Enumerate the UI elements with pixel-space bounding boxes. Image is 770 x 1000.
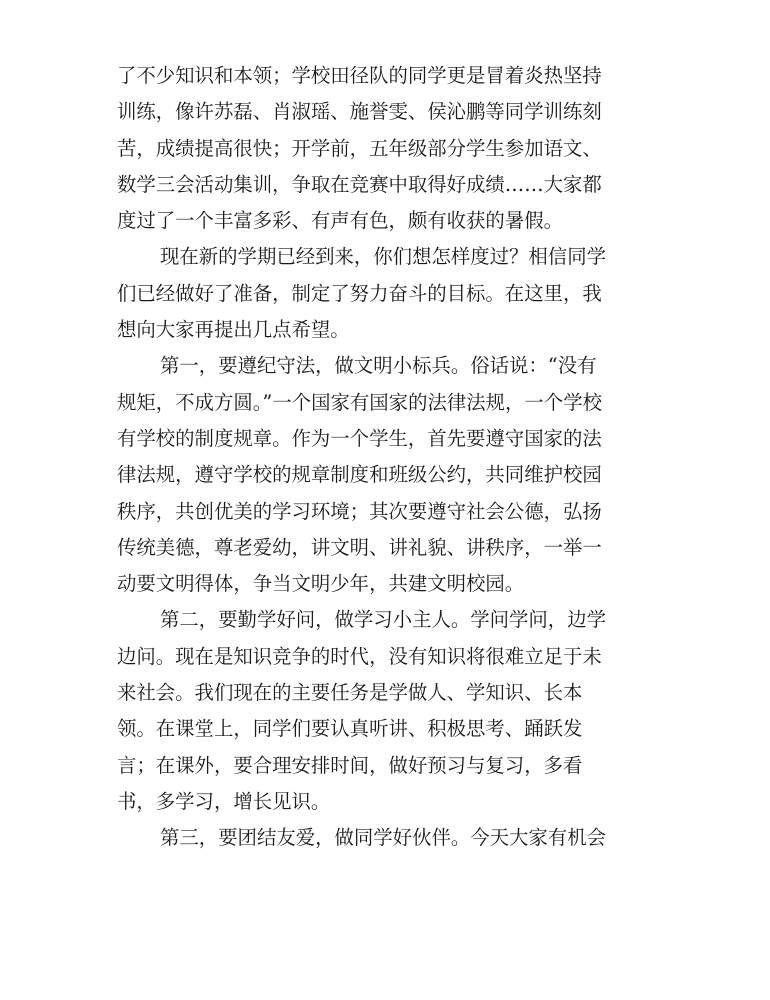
text-line: 苦，成绩提高很快；开学前，五年级部分学生参加语文、 [117, 136, 602, 160]
text-line: 们已经做好了准备，制定了努力奋斗的目标。在这里，我 [117, 281, 602, 305]
text-line: 第三，要团结友爱，做同学好伙伴。今天大家有机会 [160, 826, 606, 850]
text-line: 律法规，遵守学校的规章制度和班级公约，共同维护校园 [117, 463, 602, 487]
text-line: 第二，要勤学好问，做学习小主人。学问学问，边学 [160, 608, 606, 632]
text-line: 秩序，共创优美的学习环境；其次要遵守社会公德，弘扬 [117, 499, 602, 523]
text-line: 第一，要遵纪守法，做文明小标兵。俗话说：“没有 [160, 354, 597, 378]
text-line: 数学三会活动集训，争取在竞赛中取得好成绩……大家都 [117, 172, 602, 196]
text-line: 有学校的制度规章。作为一个学生，首先要遵守国家的法 [117, 426, 602, 450]
text-line: 言；在课外，要合理安排时间，做好预习与复习，多看 [117, 753, 583, 777]
text-line: 度过了一个丰富多彩、有声有色，颇有收获的暑假。 [117, 209, 563, 233]
text-line: 领。在课堂上，同学们要认真听讲、积极思考、踊跃发 [117, 717, 583, 741]
text-line: 传统美德，尊老爱幼，讲文明、讲礼貌、讲秩序，一举一 [117, 535, 602, 559]
text-line: 书，多学习，增长见识。 [117, 789, 331, 813]
text-line: 想向大家再提出几点希望。 [117, 318, 350, 342]
text-line: 边问。现在是知识竞争的时代，没有知识将很难立足于未 [117, 644, 602, 668]
text-line: 来社会。我们现在的主要任务是学做人、学知识、长本 [117, 681, 583, 705]
text-line: 了不少知识和本领；学校田径队的同学更是冒着炎热坚持 [117, 64, 602, 87]
text-line: 训练，像许苏磊、肖淑瑶、施誉雯、侯沁鹏等同学训练刻 [117, 100, 602, 124]
text-line: 动要文明得体，争当文明少年，共建文明校园。 [117, 572, 525, 596]
text-line: 现在新的学期已经到来，你们想怎样度过？相信同学 [160, 245, 606, 269]
body-text [117, 58, 647, 857]
text-line: 规矩，不成方圆。”一个国家有国家的法律法规，一个学校 [117, 390, 602, 414]
